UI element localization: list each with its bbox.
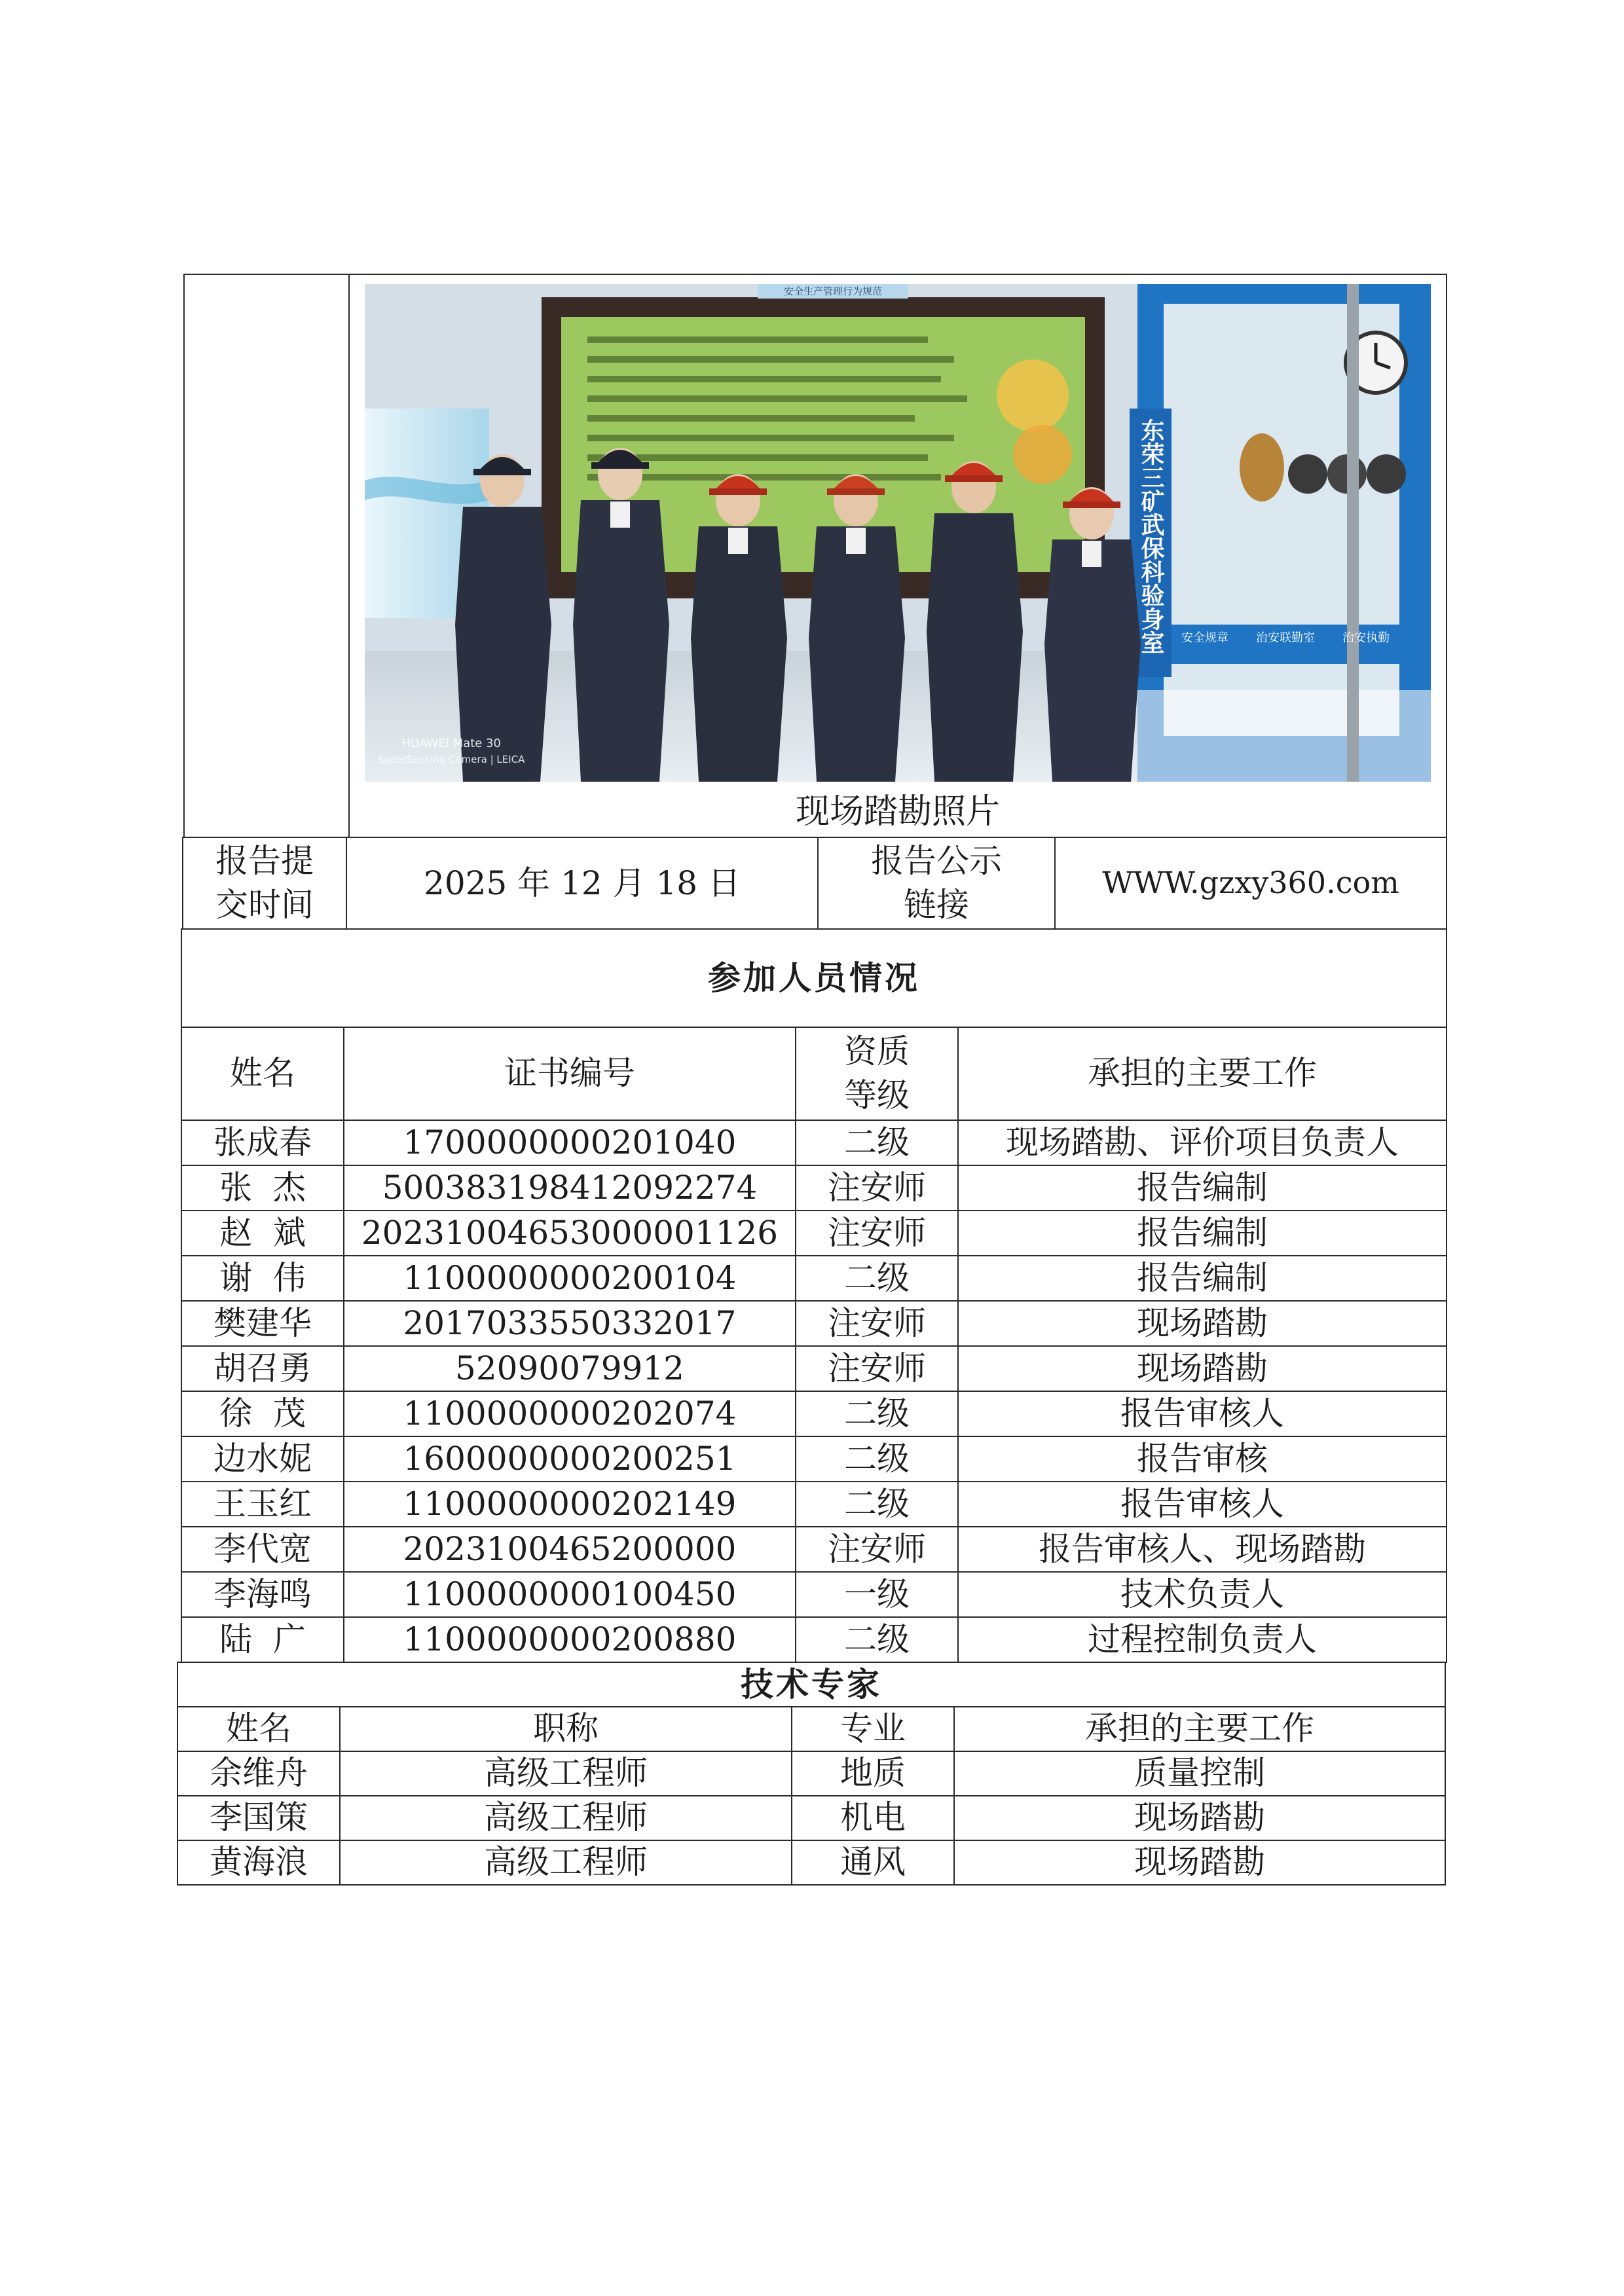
cert-number: 20231004653000001126 [344,1211,796,1256]
qualification-level: 注安师 [796,1301,958,1346]
participants-section-title: 参加人员情况 [181,929,1447,1027]
experts-header-work: 承担的主要工作 [954,1707,1445,1751]
experts-header-name: 姓名 [177,1707,340,1751]
cert-number: 500383198412092274 [344,1165,796,1211]
table-row [181,1346,1447,1391]
participants-header-level: 资质等级 [796,1027,958,1120]
cert-number: 2017033550332017 [344,1301,796,1346]
qualification-level: 二级 [796,1120,958,1165]
qualification-level: 二级 [796,1482,958,1527]
table-row [181,1165,1447,1211]
camera-watermark-line2: SuperSensing Camera | LEICA [378,754,525,765]
photo-left-blank [184,274,349,837]
person-name: 李海鸣 [181,1572,344,1617]
table-row [181,1256,1447,1301]
expert-work: 质量控制 [954,1751,1445,1796]
participants-header-work: 承担的主要工作 [958,1027,1447,1120]
table-row [181,1211,1447,1256]
expert-work: 现场踏勘 [954,1840,1445,1885]
main-work: 报告审核人 [958,1391,1447,1436]
main-work: 报告审核 [958,1436,1447,1482]
top-banner-text: 安全生产管理行为规范 [783,285,882,297]
participants-header-name: 姓名 [181,1027,344,1120]
cert-number: 52090079912 [344,1346,796,1391]
board-label-3: 治安执勤 [1342,631,1390,645]
participants-header-cert: 证书编号 [344,1027,796,1120]
worker-6 [1044,487,1141,782]
main-work: 报告审核人 [958,1482,1447,1527]
qualification-level: 二级 [796,1436,958,1482]
expert-major: 机电 [792,1796,954,1840]
camera-watermark-line1: HUAWEI Mate 30 [401,737,501,750]
experts-section-title: 技术专家 [177,1662,1445,1707]
table-row [181,1572,1447,1617]
worker-1 [455,454,551,782]
person-name: 谢 伟 [181,1256,344,1301]
main-work: 现场踏勘 [958,1346,1447,1391]
table-row [181,1301,1447,1346]
table-row [181,1617,1447,1662]
table-row [181,1482,1447,1527]
cert-number: 1600000000200251 [344,1436,796,1482]
cert-number: 1100000000202149 [344,1482,796,1527]
person-name: 樊建华 [181,1301,344,1346]
person-name: 张成春 [181,1120,344,1165]
public-link-label: 报告公示链接 [818,837,1055,929]
report-info-table [182,837,1447,930]
expert-major: 地质 [792,1751,954,1796]
worker-3 [691,474,787,782]
person-name: 赵 斌 [181,1211,344,1256]
participants-table [181,928,1447,1663]
expert-major: 通风 [792,1840,954,1885]
qualification-level: 注安师 [796,1211,958,1256]
submit-date: 2025 年 12 月 18 日 [346,837,818,929]
main-work: 技术负责人 [958,1572,1447,1617]
person-name: 张 杰 [181,1165,344,1211]
photo-caption: 现场踏勘照片 [795,792,1000,831]
table-row [177,1796,1445,1840]
expert-work: 现场踏勘 [954,1796,1445,1840]
worker-4 [809,474,905,782]
main-work: 报告编制 [958,1256,1447,1301]
table-row [181,1527,1447,1572]
expert-name: 黄海浪 [177,1840,340,1885]
worker-5 [927,461,1023,782]
table-row [177,1840,1445,1885]
table-row [177,1751,1445,1796]
qualification-level: 注安师 [796,1527,958,1572]
main-work: 报告审核人、现场踏勘 [958,1527,1447,1572]
workers-group [365,284,1431,782]
person-name: 陆 广 [181,1617,344,1662]
qualification-level: 一级 [796,1572,958,1617]
person-name: 胡召勇 [181,1346,344,1391]
expert-title: 高级工程师 [340,1751,792,1796]
qualification-level: 注安师 [796,1346,958,1391]
qualification-level: 注安师 [796,1165,958,1211]
person-name: 李代宽 [181,1527,344,1572]
main-work: 报告编制 [958,1165,1447,1211]
public-link-value: WWW.gzxy360.com [1055,837,1447,929]
worker-2 [573,448,669,782]
photo-cell [349,274,1447,837]
experts-header-major: 专业 [792,1707,954,1751]
expert-name: 李国策 [177,1796,340,1840]
board-label-2: 治安联勤室 [1256,631,1315,645]
main-work: 现场踏勘 [958,1301,1447,1346]
cert-number: 1100000000100450 [344,1572,796,1617]
person-name: 王玉红 [181,1482,344,1527]
vertical-sign-text: 东荣三矿武保科验身室 [1137,418,1164,654]
person-name: 边水妮 [181,1436,344,1482]
cert-number: 1100000000200880 [344,1617,796,1662]
table-row [181,1391,1447,1436]
person-name: 徐 茂 [181,1391,344,1436]
qualification-level: 二级 [796,1256,958,1301]
qualification-level: 二级 [796,1391,958,1436]
expert-name: 余维舟 [177,1751,340,1796]
expert-title: 高级工程师 [340,1840,792,1885]
experts-table [177,1662,1446,1886]
qualification-level: 二级 [796,1617,958,1662]
camera-watermark [378,736,525,767]
submit-time-label: 报告提交时间 [183,837,346,929]
main-work: 现场踏勘、评价项目负责人 [958,1120,1447,1165]
expert-title: 高级工程师 [340,1796,792,1840]
main-work: 报告编制 [958,1211,1447,1256]
cert-number: 1100000000200104 [344,1256,796,1301]
photo-table [183,274,1447,838]
cert-number: 1700000000201040 [344,1120,796,1165]
board-label-1: 安全规章 [1181,631,1228,645]
table-row [181,1436,1447,1482]
site-survey-photo [365,284,1431,782]
experts-header-title: 职称 [340,1707,792,1751]
cert-number: 1100000000202074 [344,1391,796,1436]
main-work: 过程控制负责人 [958,1617,1447,1662]
table-row [181,1120,1447,1165]
cert-number: 2023100465200000 [344,1527,796,1572]
